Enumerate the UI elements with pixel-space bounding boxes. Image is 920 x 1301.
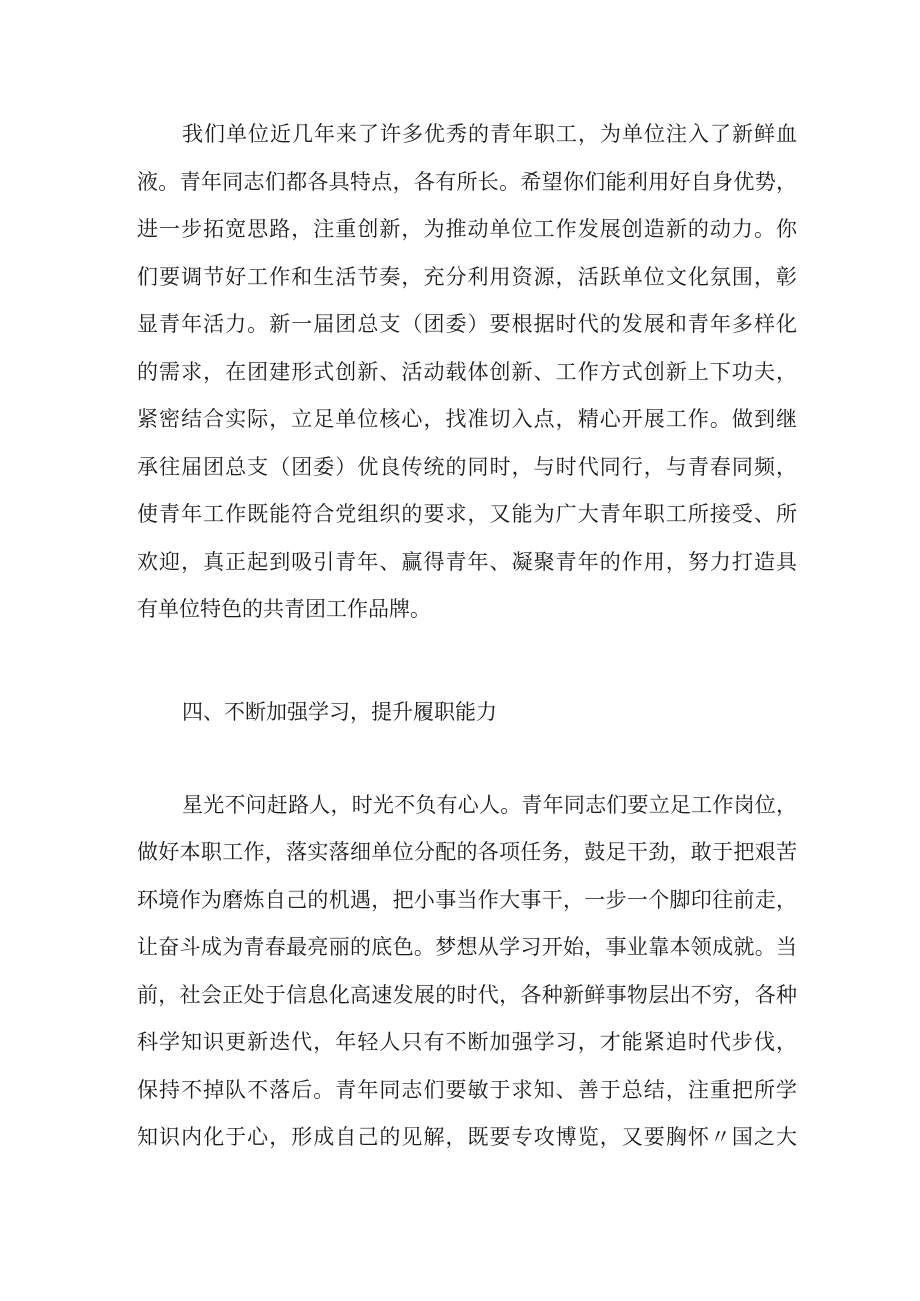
paragraph-line: 的需求，在团建形式创新、活动载体创新、工作方式创新上下功夫， (137, 360, 797, 384)
paragraph-line: 做好本职工作，落实落细单位分配的各项任务，鼓足干劲，敢于把艰苦 (137, 840, 797, 864)
paragraph-line: 让奋斗成为青春最亮丽的底色。梦想从学习开始，事业靠本领成就。当 (137, 935, 797, 959)
paragraph-line: 们要调节好工作和生活节奏，充分利用资源，活跃单位文化氛围，彰 (137, 265, 797, 289)
paragraph-line: 有单位特色的共青团工作品牌。 (137, 597, 431, 621)
paragraph-line: 进一步拓宽思路，注重创新，为推动单位工作发展创造新的动力。你 (137, 217, 797, 241)
paragraph-line: 使青年工作既能符合党组织的要求，又能为广大青年职工所接受、所 (137, 502, 797, 526)
paragraph-line: 我们单位近几年来了许多优秀的青年职工，为单位注入了新鲜血 (182, 122, 797, 146)
paragraph-line: 知识内化于心，形成自己的见解，既要专攻博览，又要胸怀〃国之大 (137, 1125, 797, 1149)
paragraph-line: 紧密结合实际，立足单位核心，找准切入点，精心开展工作。做到继 (137, 407, 797, 431)
paragraph-line: 科学知识更新迭代，年轻人只有不断加强学习，才能紧追时代步伐， (137, 1030, 797, 1054)
section-heading: 四、不断加强学习，提升履职能力 (182, 700, 497, 724)
paragraph-line: 保持不掉队不落后。青年同志们要敏于求知、善于总结，注重把所学 (137, 1078, 797, 1102)
paragraph-line: 前，社会正处于信息化高速发展的时代，各种新鲜事物层出不穷，各种 (137, 983, 797, 1007)
paragraph-line: 液。青年同志们都各具特点，各有所长。希望你们能利用好自身优势， (137, 170, 797, 194)
paragraph-line: 环境作为磨炼自己的机遇，把小事当作大事干，一步一个脚印往前走， (137, 888, 797, 912)
paragraph-line: 欢迎，真正起到吸引青年、赢得青年、凝聚青年的作用，努力打造具 (137, 550, 797, 574)
paragraph-line: 显青年活力。新一届团总支（团委）要根据时代的发展和青年多样化 (137, 312, 797, 336)
paragraph-line: 星光不问赶路人，时光不负有心人。青年同志们要立足工作岗位， (182, 793, 797, 817)
paragraph-line: 承往届团总支（团委）优良传统的同时，与时代同行，与青春同频， (137, 455, 797, 479)
